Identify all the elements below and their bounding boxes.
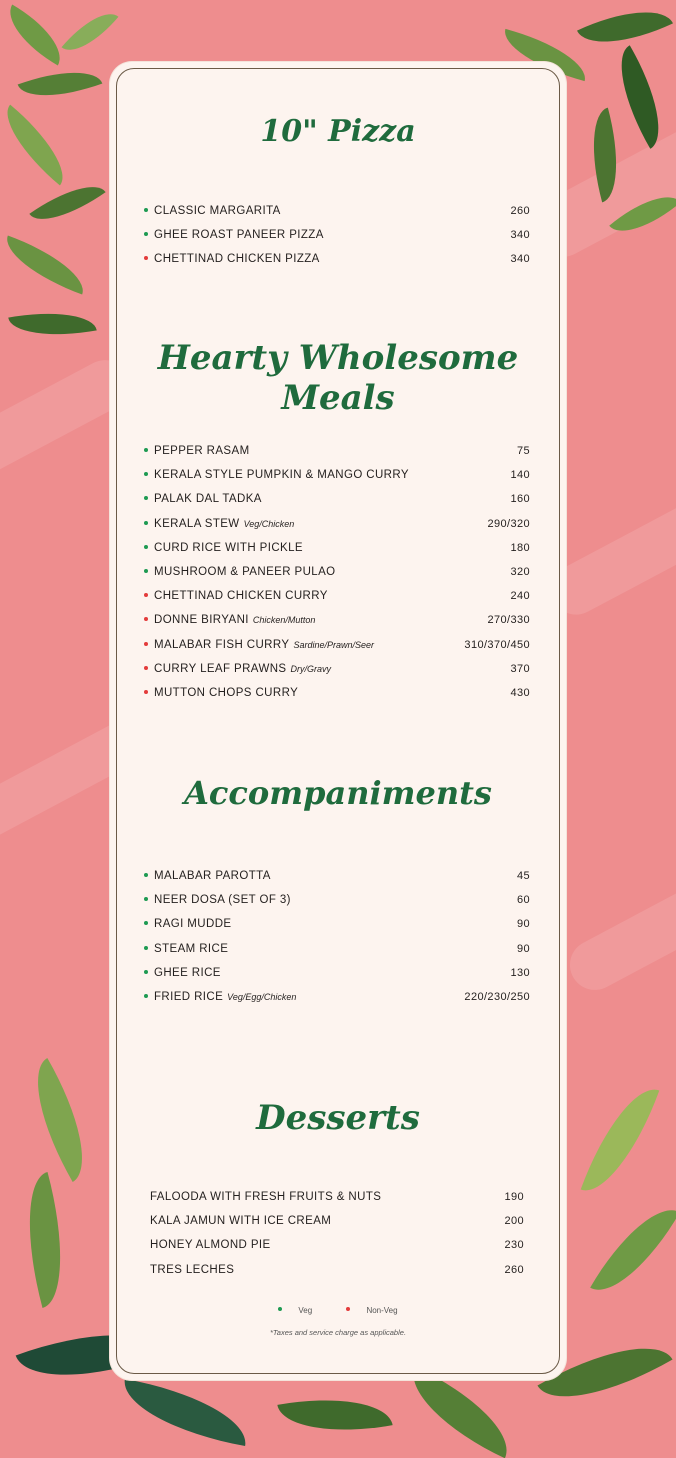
menu-item-name-wrap xyxy=(144,253,320,265)
menu-item-name-wrap xyxy=(144,870,271,882)
veg-dot-icon xyxy=(144,208,148,212)
leaf-icon xyxy=(396,1367,524,1458)
menu-item-name-wrap xyxy=(144,590,328,602)
menu-list-pizza xyxy=(144,205,530,278)
menu-item-price: 310/370/450 xyxy=(464,638,530,651)
menu-item xyxy=(144,590,530,614)
menu-item-price: 260 xyxy=(504,1263,524,1276)
menu-item-name: MUSHROOM & PANEER PULAO xyxy=(154,565,336,578)
veg-dot-icon xyxy=(144,946,148,950)
veg-dot-icon xyxy=(144,472,148,476)
menu-item-note: Dry/Gravy xyxy=(290,663,331,674)
menu-item-name: MALABAR FISH CURRY xyxy=(154,638,290,651)
menu-item-name: CHETTINAD CHICKEN PIZZA xyxy=(154,253,320,266)
menu-item-note: Sardine/Prawn/Seer xyxy=(293,639,374,650)
menu-item-price: 430 xyxy=(510,686,530,699)
section-title-pizza: 10" Pizza xyxy=(260,114,416,149)
menu-item-name-wrap xyxy=(144,918,231,930)
menu-item xyxy=(144,894,530,918)
menu-item xyxy=(144,205,530,229)
footnote: *Taxes and service charge as applicable. xyxy=(269,1328,407,1337)
background-stripe xyxy=(561,851,676,998)
menu-item xyxy=(144,542,530,566)
menu-item xyxy=(144,663,530,687)
menu-item xyxy=(150,1239,524,1263)
menu-item-note: Veg/Egg/Chicken xyxy=(227,991,297,1002)
veg-dot-icon xyxy=(278,1307,282,1311)
menu-item xyxy=(144,445,530,469)
nonveg-dot-icon xyxy=(144,593,148,597)
menu-item-name-wrap xyxy=(144,518,294,530)
veg-dot-icon xyxy=(144,994,148,998)
veg-dot-icon xyxy=(144,496,148,500)
menu-item-price: 340 xyxy=(510,253,530,266)
menu-item xyxy=(150,1215,524,1239)
menu-item xyxy=(144,566,530,590)
menu-item xyxy=(144,687,530,711)
menu-item-name-wrap xyxy=(150,1215,331,1227)
section-title-meals: Hearty Wholesome Meals xyxy=(157,338,519,418)
menu-item xyxy=(144,918,530,942)
menu-item-name-wrap xyxy=(144,943,228,955)
leaf-icon xyxy=(0,236,92,295)
menu-item-name-wrap xyxy=(144,991,296,1003)
veg-dot-icon xyxy=(144,897,148,901)
menu-item xyxy=(144,991,530,1015)
veg-dot-icon xyxy=(144,970,148,974)
menu-item-name-wrap xyxy=(144,542,303,554)
menu-item-price: 45 xyxy=(516,870,530,882)
menu-item-name: GHEE RICE xyxy=(154,966,221,979)
menu-item xyxy=(144,253,530,277)
section-title-desserts: Desserts xyxy=(256,1098,420,1138)
legend-nonveg-label: Non-Veg xyxy=(366,1306,398,1315)
menu-item-name-wrap xyxy=(150,1239,271,1251)
leaf-icon xyxy=(590,1192,676,1307)
menu-item-name: GHEE ROAST PANEER PIZZA xyxy=(154,229,324,242)
menu-item-name: RAGI MUDDE xyxy=(154,918,232,931)
menu-card xyxy=(110,62,566,1380)
menu-item xyxy=(144,229,530,253)
menu-item-name-wrap xyxy=(144,967,221,979)
menu-item-price: 370 xyxy=(510,662,530,675)
menu-item-name-wrap xyxy=(144,469,409,481)
nonveg-dot-icon xyxy=(144,666,148,670)
menu-item-price: 270/330 xyxy=(487,614,530,627)
menu-item-price: 75 xyxy=(516,445,530,457)
nonveg-dot-icon xyxy=(144,256,148,260)
menu-item-price: 90 xyxy=(516,942,530,955)
leaf-icon xyxy=(0,105,79,186)
veg-dot-icon xyxy=(144,545,148,549)
menu-item-name: FALOODA WITH FRESH FRUITS & NUTS xyxy=(150,1191,382,1203)
menu-item-name: STEAM RICE xyxy=(154,942,229,955)
leaf-icon xyxy=(117,1379,253,1446)
veg-dot-icon xyxy=(144,873,148,877)
menu-item xyxy=(150,1191,524,1215)
leaf-icon xyxy=(9,1172,81,1308)
menu-item-price: 240 xyxy=(510,590,530,603)
menu-item-name: PEPPER RASAM xyxy=(154,445,250,457)
menu-item xyxy=(144,518,530,542)
menu-item xyxy=(144,493,530,517)
menu-item-name: MALABAR PAROTTA xyxy=(154,870,271,882)
section-title-accompaniments: Accompaniments xyxy=(184,774,492,812)
menu-item-name: CURD RICE WITH PICKLE xyxy=(154,541,303,554)
menu-item-name: CHETTINAD CHICKEN CURRY xyxy=(154,590,328,603)
veg-dot-icon xyxy=(144,921,148,925)
menu-item-name: TRES LECHES xyxy=(150,1263,235,1276)
legend-nonveg xyxy=(338,1306,405,1315)
menu-item-name-wrap xyxy=(144,894,291,906)
menu-item xyxy=(150,1264,524,1288)
menu-item-name: CURRY LEAF PRAWNS xyxy=(154,662,287,675)
leaf-icon xyxy=(29,171,105,235)
legend xyxy=(110,1306,566,1315)
menu-item-name-wrap xyxy=(144,229,324,241)
menu-item-name: PALAK DAL TADKA xyxy=(154,493,262,506)
menu-item xyxy=(144,614,530,638)
menu-item-name: HONEY ALMOND PIE xyxy=(150,1239,271,1252)
menu-item-name-wrap xyxy=(144,687,298,699)
menu-item xyxy=(144,639,530,663)
leaf-icon xyxy=(62,1,119,62)
menu-item-price: 190 xyxy=(504,1191,524,1203)
menu-item-price: 340 xyxy=(510,229,530,242)
leaf-icon xyxy=(13,1058,108,1182)
menu-item xyxy=(144,943,530,967)
menu-item-name-wrap xyxy=(144,205,281,217)
leaf-icon xyxy=(277,1386,392,1444)
menu-item-name-wrap xyxy=(144,493,262,505)
menu-item-price: 220/230/250 xyxy=(464,990,530,1003)
menu-item-name-wrap xyxy=(144,566,336,578)
menu-list-meals xyxy=(144,445,530,711)
nonveg-dot-icon xyxy=(346,1307,350,1311)
menu-item-name: FRIED RICE xyxy=(154,990,224,1003)
leaf-icon xyxy=(581,1077,660,1203)
menu-list-desserts xyxy=(150,1191,524,1288)
menu-item-price: 90 xyxy=(516,918,530,931)
menu-item-price: 290/320 xyxy=(487,517,530,530)
menu-item-note: Chicken/Mutton xyxy=(252,615,316,626)
menu-item xyxy=(144,469,530,493)
veg-dot-icon xyxy=(144,232,148,236)
menu-item-name: KERALA STYLE PUMPKIN & MANGO CURRY xyxy=(154,469,409,482)
menu-item-name: KERALA STEW xyxy=(154,517,240,530)
veg-dot-icon xyxy=(144,448,148,452)
menu-item-price: 230 xyxy=(504,1239,524,1252)
leaf-icon xyxy=(0,5,73,66)
legend-veg-label: Veg xyxy=(298,1306,313,1315)
menu-item-name: CLASSIC MARGARITA xyxy=(154,205,281,217)
menu-item-name-wrap xyxy=(144,614,315,626)
menu-item-price: 160 xyxy=(510,493,530,506)
veg-dot-icon xyxy=(144,569,148,573)
menu-item-price: 260 xyxy=(510,205,530,217)
menu-item-name-wrap xyxy=(144,445,250,457)
menu-item-price: 60 xyxy=(516,894,530,907)
menu-item-name: MUTTON CHOPS CURRY xyxy=(154,686,299,699)
leaf-icon xyxy=(8,303,97,345)
nonveg-dot-icon xyxy=(144,690,148,694)
veg-dot-icon xyxy=(144,521,148,525)
leaf-icon xyxy=(18,57,103,111)
menu-item-name-wrap xyxy=(144,639,374,651)
menu-item-name: DONNE BIRYANI xyxy=(154,614,249,627)
menu-list-accompaniments xyxy=(144,870,530,1015)
menu-item-price: 180 xyxy=(510,541,530,554)
menu-item-price: 130 xyxy=(510,966,530,979)
menu-item-price: 140 xyxy=(510,469,530,482)
menu-item-name-wrap xyxy=(150,1191,381,1203)
nonveg-dot-icon xyxy=(144,617,148,621)
nonveg-dot-icon xyxy=(144,642,148,646)
menu-item-price: 200 xyxy=(504,1215,524,1228)
menu-item-name-wrap xyxy=(150,1264,234,1276)
menu-item xyxy=(144,870,530,894)
menu-item-price: 320 xyxy=(510,565,530,578)
menu-item-name-wrap xyxy=(144,663,331,675)
menu-item xyxy=(144,967,530,991)
menu-item-note: Veg/Chicken xyxy=(243,518,295,529)
legend-veg xyxy=(270,1306,320,1315)
menu-item-name: NEER DOSA (SET OF 3) xyxy=(154,894,291,907)
menu-item-name: KALA JAMUN WITH ICE CREAM xyxy=(150,1215,332,1228)
